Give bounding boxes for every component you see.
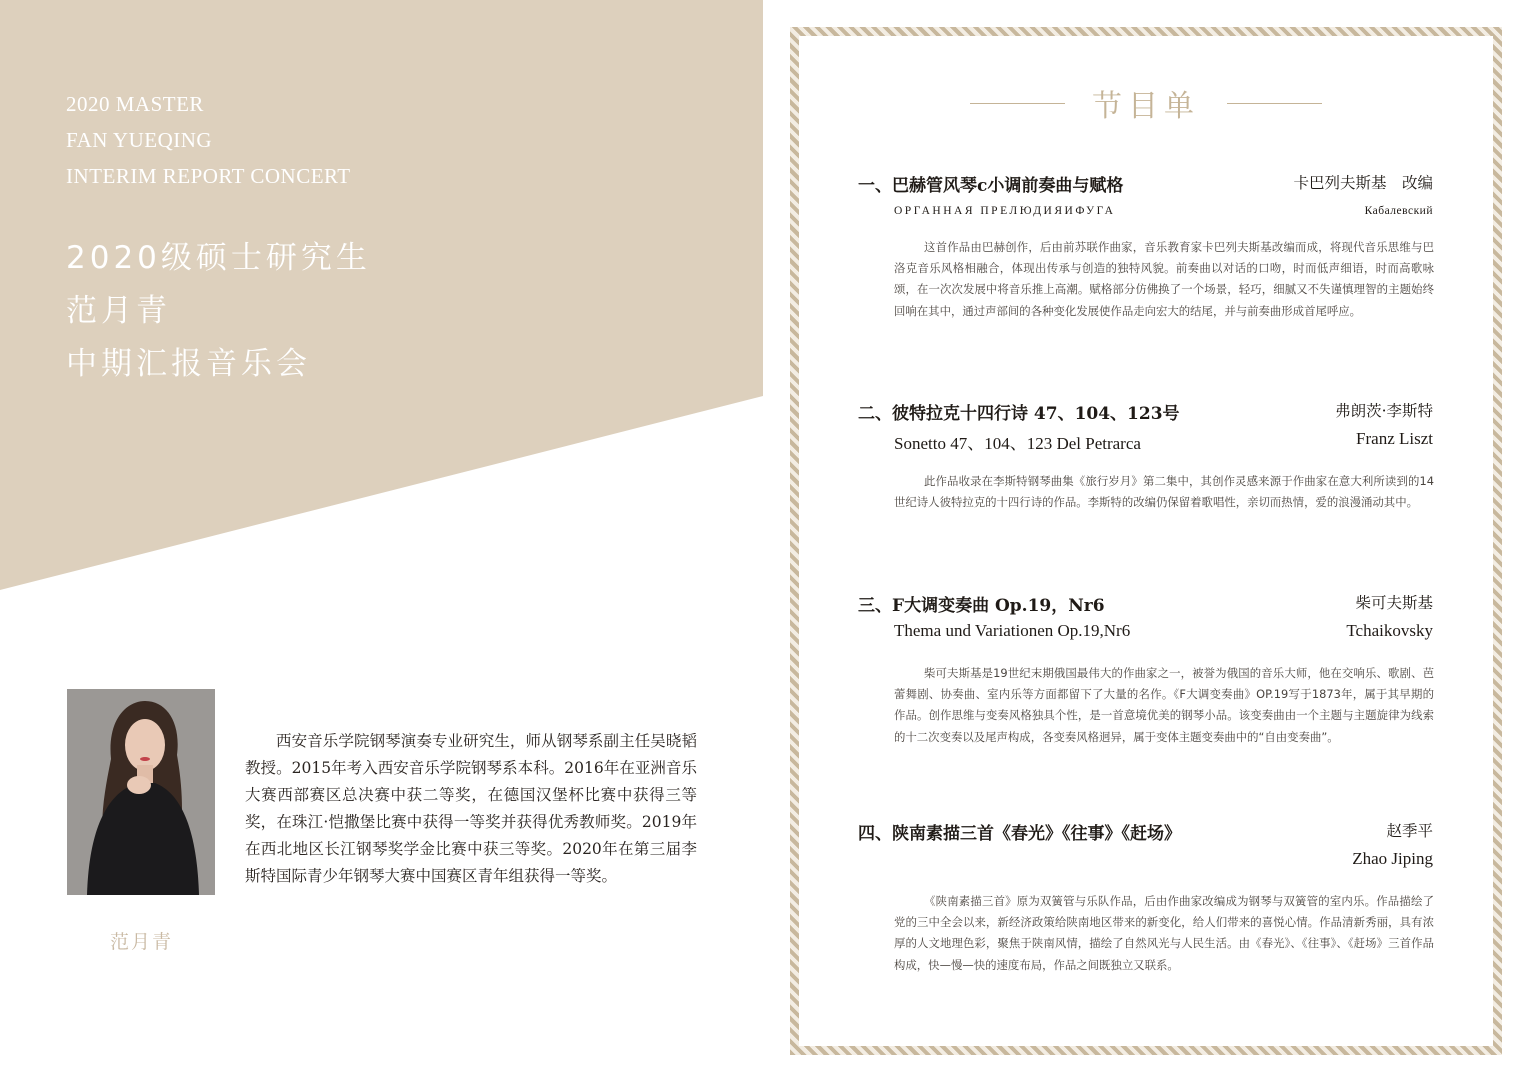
program-panel <box>790 27 1502 1055</box>
portrait-caption: 范月青 <box>110 931 174 953</box>
program-heading <box>790 81 1502 125</box>
title-en-line: 2020 MASTER <box>66 92 204 116</box>
performer-bio: 西安音乐学院钢琴演奏专业研究生，师从钢琴系副主任吴晓韬教授。2015年考入西安音乐学院钢琴系本科。2016年在亚洲音乐大赛西部赛区总决赛中获二等奖，在德国汉堡杯比赛中获得三等奖，在珠江·恺撒堡比赛中获得一等奖并获得优秀教师奖。2019年在西北地区长江钢琴奖学金比赛中获三等奖。2020年在第三届李斯特国际青少年钢琴大赛中国赛区青年组获得一等奖。 <box>245 732 697 885</box>
piece-description: 这首作品由巴赫创作，后由前苏联作曲家，音乐教育家卡巴列夫斯基改编而成，将现代音乐思维与巴洛克音乐风格相融合，体现出传承与创造的独特风貌。前奏曲以对话的口吻，时而低声细语，时而高歌咏颂，在一次次发展中将音乐推上高潮。赋格部分仿佛换了一个场景，轻巧，细腻又不失谨慎理智的主题始终回响在其中，通过声部间的各种变化发展使作品走向宏大的结尾，并与前奏曲形成首尾呼应。 <box>894 240 1434 318</box>
title-cn-line: 2020级硕士研究生 <box>66 240 371 276</box>
heading-rule-right <box>1227 103 1322 104</box>
title-cn-line: 中期汇报音乐会 <box>66 346 311 382</box>
piece-subtitle: ОРГАННАЯ ПРЕЛЮДИЯИФУГА <box>894 205 1116 217</box>
concert-title-en <box>66 86 351 194</box>
piece-composer: 柴可夫斯基 <box>1355 594 1433 612</box>
piece-composer-en: Tchaikovsky <box>1346 621 1433 640</box>
title-en-line: INTERIM REPORT CONCERT <box>66 164 351 188</box>
piece-title: 四、陕南素描三首《春光》《往事》《赶场》 <box>858 824 1181 844</box>
title-en-line: FAN YUEQING <box>66 128 213 152</box>
piece-composer: 赵季平 <box>1386 822 1433 840</box>
program-heading-text: 节目单 <box>1092 89 1200 124</box>
concert-title-cn <box>66 232 371 391</box>
piece-description: 此作品收录在李斯特钢琴曲集《旅行岁月》第二集中，其创作灵感来源于作曲家在意大利所读到的14世纪诗人彼特拉克的十四行诗的作品。李斯特的改编仍保留着歌唱性，亲切而热情，爱的浪漫涌动其中。 <box>894 474 1434 510</box>
program-piece <box>858 171 1433 322</box>
piece-title: 一、巴赫管风琴c小调前奏曲与赋格 <box>858 176 1124 196</box>
piece-composer: 弗朗茨·李斯特 <box>1335 402 1433 420</box>
piece-composer-en: Zhao Jiping <box>1352 849 1433 868</box>
performer-portrait <box>67 689 215 895</box>
piece-subtitle: Sonetto 47、104、123 Del Petrarca <box>894 434 1141 453</box>
piece-description: 柴可夫斯基是19世纪末期俄国最伟大的作曲家之一，被誉为俄国的音乐大师，他在交响乐、歌剧、芭蕾舞剧、协奏曲、室内乐等方面都留下了大量的名作。《F大调变奏曲》OP.19写于1873年，属于其早期的作品。创作思维与变奏风格独具个性，是一首意境优美的钢琴小品。该变奏曲由一个主题与主题旋律为线索的十二次变奏以及尾声构成，各变奏风格迥异，属于变体主题变奏曲中的“自由变奏曲”。 <box>894 666 1434 744</box>
piece-composer-en: Franz Liszt <box>1356 429 1433 448</box>
piece-subtitle: Thema und Variationen Op.19,Nr6 <box>894 621 1131 640</box>
piece-title: 二、彼特拉克十四行诗 47、104、123号 <box>858 404 1180 424</box>
piece-title: 三、F大调变奏曲 Op.19，Nr6 <box>858 596 1105 616</box>
title-cn-line: 范月青 <box>66 293 171 329</box>
program-piece <box>858 399 1433 513</box>
program-piece <box>858 591 1433 748</box>
program-piece <box>858 819 1433 976</box>
piece-description: 《陕南素描三首》原为双簧管与乐队作品，后由作曲家改编成为钢琴与双簧管的室内乐。作品描绘了党的三中全会以来，新经济政策给陕南地区带来的新变化，给人们带来的喜悦心情。作品清新秀丽，具有浓厚的人文地理色彩，聚焦于陕南风情，描绘了自然风光与人民生活。由《春光》、《往事》、《赶场》三首作品构成，快—慢—快的速度布局，作品之间既独立又联系。 <box>894 894 1434 972</box>
piece-composer-en: Кабалевский <box>1364 205 1433 217</box>
heading-rule-left <box>970 103 1065 104</box>
piece-composer: 卡巴列夫斯基 改编 <box>1293 174 1433 192</box>
